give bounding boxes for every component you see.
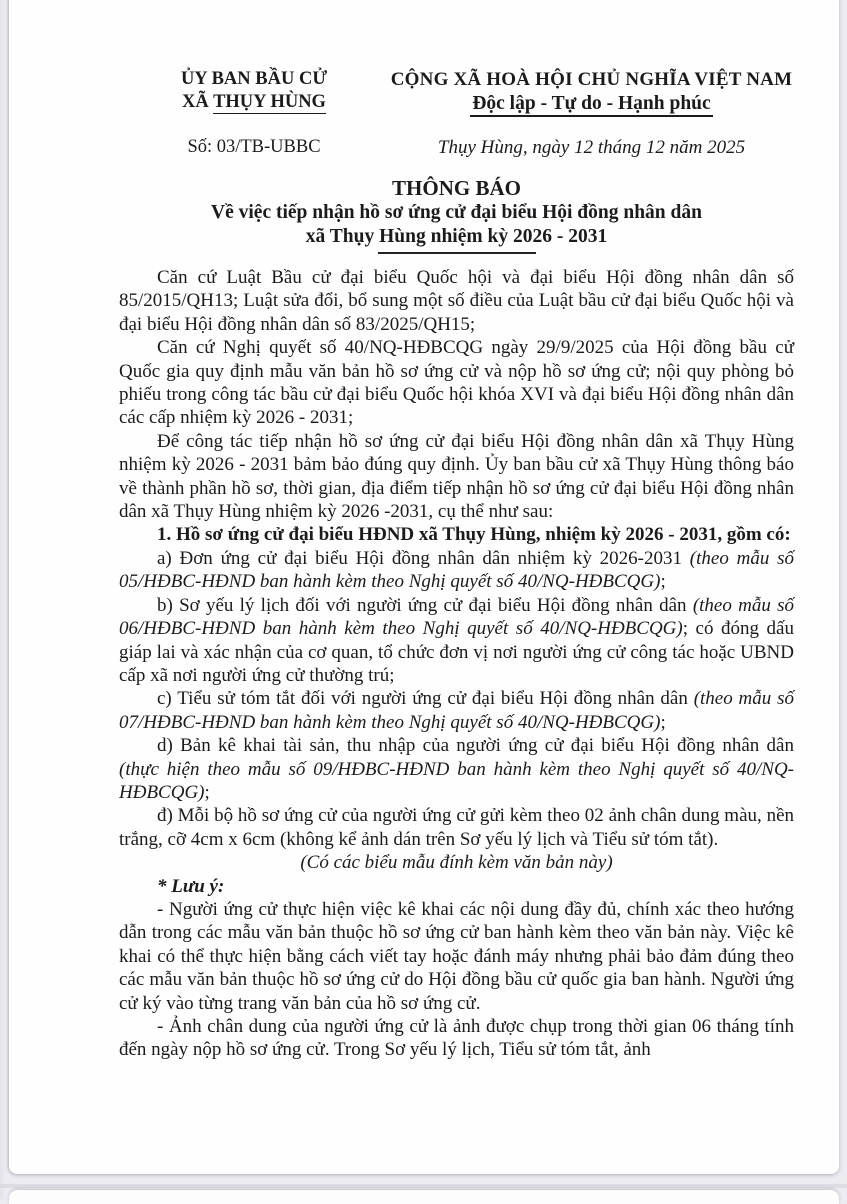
authority-name-line2 [119, 91, 389, 114]
paragraph-segment: Căn cứ Nghị quyết số 40/NQ-HĐBCQG ngày 29/9/2025 của Hội đồng bầu cử Quốc gia quy định mẫu văn bản hồ sơ ứng cử và nộp hồ sơ ứng cử; nội quy phòng bỏ phiếu trong công tác bầu cử đại biểu Quốc hội khóa XVI và đại biểu Hội đồng nhân dân các cấp nhiệm kỳ 2026 - 2031; [119, 337, 794, 429]
paragraph [119, 1015, 794, 1062]
document-subtitle-line1: Về việc tiếp nhận hồ sơ ứng cử đại biểu Hội đồng nhân dân [211, 202, 702, 223]
paragraph-segment: (theo mẫu số 05/HĐBC-HĐND ban hành kèm theo Nghị quyết số 40/NQ-HĐBCQG) [119, 547, 794, 593]
paragraph-segment: - Ảnh chân dung của người ứng cử là ảnh được chụp trong thời gian 06 tháng tính đến ngày nộp hồ sơ ứng cử. Trong Sơ yếu lý lịch, Tiểu sử tóm tắt, ảnh [119, 1016, 794, 1061]
paragraph [119, 336, 794, 430]
paragraph [119, 804, 794, 851]
paragraph-segment: (theo mẫu số 07/HĐBC-HĐND ban hành kèm theo Nghị quyết số 40/NQ-HĐBCQG) [119, 688, 795, 733]
paragraph-segment: (Có các biểu mẫu đính kèm văn bản này) [300, 852, 613, 874]
national-motto-line1: CỘNG XÃ HOÀ HỘI CHỦ NGHĨA VIỆT NAM [390, 69, 793, 90]
paragraph-segment: đ) Mỗi bộ hồ sơ ứng cử của người ứng cử gửi kèm theo 02 ảnh chân dung màu, nền trắng, cỡ 4cm x 6cm (không kể ảnh dán trên Sơ yếu lý lịch và Tiểu sử tóm tắt). [119, 805, 794, 850]
paragraph-segment: d) Bản kê khai tài sản, thu nhập của người ứng cử đại biểu Hội đồng nhân dân [157, 735, 794, 757]
document-content [9, 0, 839, 1062]
authority-name-line1: ỦY BAN BẦU CỬ [180, 69, 328, 89]
paragraph-segment: ; [204, 781, 210, 803]
national-motto-line2 [389, 91, 794, 116]
paragraph [119, 523, 794, 546]
paragraph [119, 851, 794, 874]
document-header [119, 68, 794, 116]
viewer-left-edge [0, 0, 9, 1200]
authority-name-underlined: THỤY HÙNG [213, 92, 326, 112]
paragraph [119, 734, 794, 804]
paragraph-segment: * Lưu ý: [157, 875, 225, 897]
paragraph-segment: c) Tiểu sử tóm tắt đối với người ứng cử đại biểu Hội đồng nhân dân [157, 688, 694, 710]
paragraph-segment: (theo mẫu số 06/HĐBC-HĐND ban hành kèm theo Nghị quyết số 40/NQ-HĐBCQG) [119, 594, 794, 640]
document-body [119, 266, 794, 1062]
paragraph [119, 594, 794, 688]
paragraph-segment: ; [660, 571, 666, 593]
document-title: THÔNG BÁO [392, 176, 521, 200]
paragraph-segment: - Người ứng cử thực hiện việc kê khai các nội dung đầy đủ, chính xác theo hướng dẫn trong các mẫu văn bản thuộc hồ sơ ứng cử ban hành kèm theo văn bản này. Việc kê khai có thể thực hiện bằng cách viết tay hoặc đánh máy nhưng phải bảo đảm đúng theo các mẫu văn bản thuộc hồ sơ ứng cử do Hội đồng bầu cử quốc gia ban hành. Người ứng cử ký vào từng trang văn bản của hồ sơ ứng cử. [119, 898, 794, 1014]
paragraph-segment: a) Đơn ứng cử đại biểu Hội đồng nhân dân nhiệm kỳ 2026-2031 [157, 547, 690, 569]
paragraph [119, 430, 794, 524]
paragraph [119, 875, 794, 898]
motto-underlined-text: Độc lập - Tự do - Hạnh phúc [470, 93, 712, 117]
paragraph [119, 266, 794, 336]
paragraph-segment: ; có đóng dấu giáp lai và xác nhận của cơ quan, tổ chức đơn vị nơi người ứng cử công tác hoặc UBND cấp xã nơi người ứng cử thường trú; [119, 618, 794, 686]
national-header-block [389, 68, 794, 116]
page-gap-divider [0, 1184, 847, 1188]
document-page [9, 0, 839, 1174]
document-subtitle-line2: xã Thụy Hùng nhiệm kỳ 2026 - 2031 [305, 226, 608, 247]
paragraph [119, 898, 794, 1015]
document-meta-row [119, 136, 794, 159]
title-underline-rule [378, 252, 536, 254]
paragraph-segment: b) Sơ yếu lý lịch đối với người ứng cử đại biểu Hội đồng nhân dân [157, 594, 693, 616]
document-number: Số: 03/TB-UBBC [187, 137, 321, 157]
paragraph-segment: ; [660, 711, 666, 733]
paragraph [119, 687, 794, 734]
paragraph-segment: 1. Hồ sơ ứng cử đại biểu HĐND xã Thụy Hùng, nhiệm kỳ 2026 - 2031, gồm có: [157, 524, 791, 546]
authority-name-prefix: XÃ [182, 92, 214, 112]
issuing-authority-block [119, 68, 389, 116]
paragraph-segment: Căn cứ Luật Bầu cử đại biểu Quốc hội và đại biểu Hội đồng nhân dân số 85/2015/QH13; Luật sửa đổi, bổ sung một số điều của Luật bầu cử đại biểu Quốc hội và đại biểu Hội đồng nhân dân số 83/2025/QH15; [119, 267, 794, 335]
paragraph-segment: (thực hiện theo mẫu số 09/HĐBC-HĐND ban hành kèm theo Nghị quyết số 40/NQ-HĐBCQG) [119, 758, 794, 803]
document-title-block [119, 175, 794, 254]
paragraph-segment: Để công tác tiếp nhận hồ sơ ứng cử đại biểu Hội đồng nhân dân xã Thụy Hùng nhiệm kỳ 2026 - 2031 bảm bảo đúng quy định. Ủy ban bầu cử xã Thụy Hùng thông báo về thành phần hồ sơ, thời gian, địa điểm tiếp nhận hồ sơ ứng cử đại biểu Hội đồng nhân dân xã Thụy Hùng nhiệm kỳ 2026 -2031, cụ thể như sau: [119, 430, 794, 523]
place-and-date: Thụy Hùng, ngày 12 tháng 12 năm 2025 [437, 137, 746, 158]
paragraph [119, 547, 794, 594]
next-page-edge [9, 1190, 839, 1204]
